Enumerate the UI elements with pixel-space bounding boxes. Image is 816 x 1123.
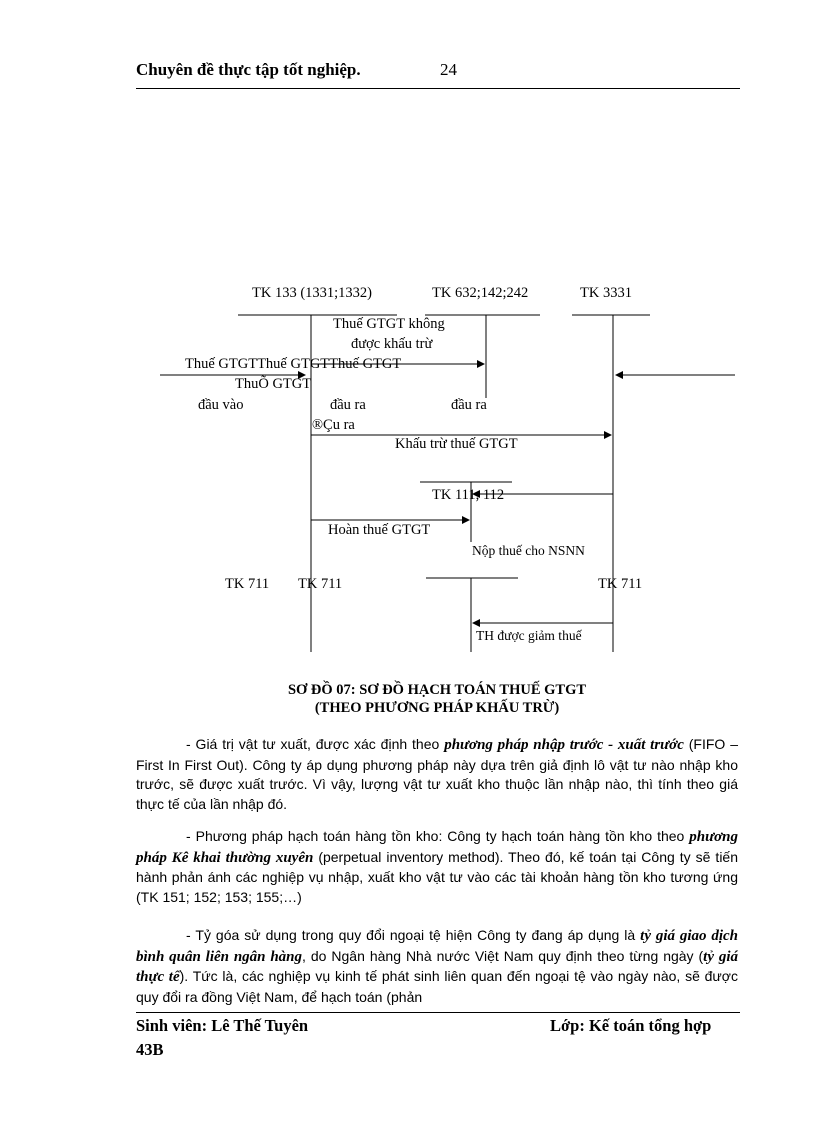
label-vat-line2: ThuÕ GTGT: [235, 376, 312, 392]
label-refund: Hoàn thuế GTGT: [328, 522, 431, 538]
label-deduct: Khấu trừ thuế GTGT: [395, 436, 518, 452]
label-tk3331: TK 3331: [580, 285, 632, 301]
label-tk711-c: TK 711: [598, 576, 643, 592]
label-output-garbled: ®Çu ra: [312, 417, 355, 433]
label-reduced-tax: TH được giảm thuế: [476, 628, 582, 643]
label-output-2: đầu ra: [451, 397, 487, 413]
label-tk111: TK 111, 112: [432, 487, 505, 503]
label-vat-row: Thuế GTGTThuế GTGTThuế GTGT: [185, 356, 402, 372]
label-tk632: TK 632;142;242: [432, 285, 529, 301]
diagram-caption-line2: (THEO PHƯƠNG PHÁP KHẤU TRỪ): [314, 700, 560, 716]
footer-class-code: 43B: [136, 1040, 164, 1059]
paragraph-fifo: - Giá trị vật tư xuất, được xác định theo phương pháp nhập trước - xuất trước (FIFO – First In First Out). Công ty áp dụng phương pháp này dựa trên giả định lô vật tư nào nhập kho trước, sẽ được xuất trước. Vì vậy, lượng vật tư xuất kho thuộc lần nhập nào, thì tính theo giá thực tế của lần nhập đó.: [136, 736, 738, 812]
page-number: 24: [440, 60, 457, 79]
footer-rule: [136, 1012, 740, 1013]
footer-student: Sinh viên: Lê Thế Tuyên: [136, 1016, 309, 1035]
label-tk711-b: TK 711: [298, 576, 343, 592]
label-not-deductible-1: Thuế GTGT không: [333, 316, 445, 332]
document-header-title: Chuyên đề thực tập tốt nghiệp.: [136, 60, 361, 79]
paragraph-exchange-rate: - Tỷ góa sử dụng trong quy đổi ngoại tệ hiện Công ty đang áp dụng là tỷ giá giao dịch bình quân liên ngân hàng, do Ngân hàng Nhà nước Việt Nam quy định theo từng ngày (tỷ giá thực tế). Tức là, các nghiệp vụ kinh tế phát sinh liên quan đến ngoại tệ vào ngày nào, sẽ được quy đổi ra đồng Việt Nam, để hạch toán (phản: [136, 927, 739, 1005]
label-not-deductible-2: được khấu trừ: [351, 336, 433, 352]
paragraph-inventory-method: - Phương pháp hạch toán hàng tồn kho: Công ty hạch toán hàng tồn kho theo phương pháp Kê khai thường xuyên (perpetual inventory method). Theo đó, kế toán tại Công ty sẽ tiến hành phản ánh các nghiệp vụ nhập, xuất kho vật tư vào các tài khoản hàng tồn kho tương ứng (TK 151; 152; 153; 155;…): [136, 828, 738, 905]
footer-class: Lớp: Kế toán tổng hợp: [550, 1016, 712, 1035]
label-output-1: đầu ra: [330, 397, 366, 413]
diagram-caption-line1: SƠ ĐỒ 07: SƠ ĐỒ HẠCH TOÁN THUẾ GTGT: [287, 682, 587, 698]
label-tk711-a: TK 711: [225, 576, 270, 592]
label-pay-budget: Nộp thuế cho NSNN: [472, 543, 585, 558]
label-input: đầu vào: [198, 397, 244, 413]
label-tk133: TK 133 (1331;1332): [252, 285, 373, 301]
